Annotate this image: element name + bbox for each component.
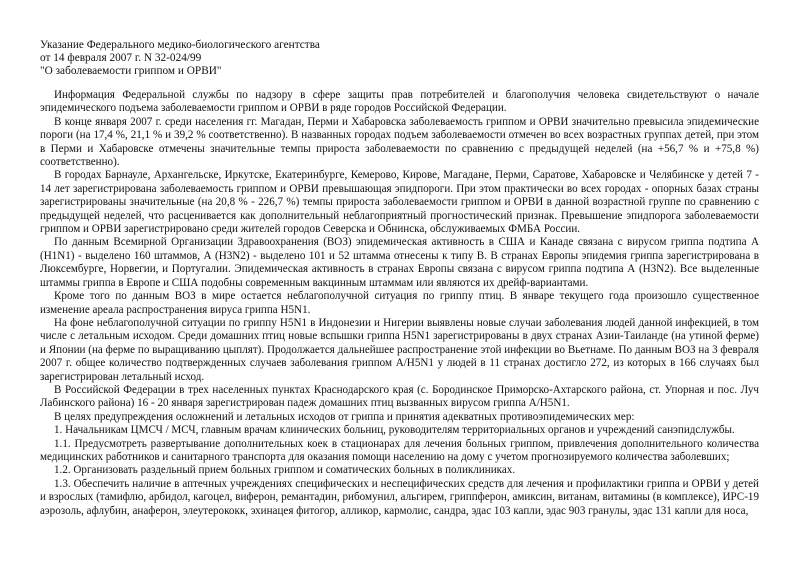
paragraph-russia-poultry: В Российской Федерации в трех населенных пунктах Краснодарского края (с. Бородинское Приморско-Ахтарского района, ст. Упорная и пос. Луч Лабинского района) 16 - 20 января зарегистрирован падеж домашних птиц вызванных вирусом гриппа A/H5N1.	[40, 383, 759, 410]
paragraph-bird-flu: Кроме того по данным ВОЗ в мире остается неблагополучной ситуация по гриппу птиц. В январе текущего года произошло существенное изменение ареала распространения вируса гриппа H5N1.	[40, 290, 759, 316]
paragraph-h5n1-cases: На фоне неблагополучной ситуации по гриппу H5N1 в Индонезии и Нигерии выявлены новые случаи заболевания людей данной инфекцией, в том числе с летальным исходом. Среди домашних птиц новые вспышки гриппа H5N1 зарегистрированы в двух странах Азии-Таиланде (на утиной ферме) и Японии (на ферме по выращиванию цыплят). Продолжается дальнейшее распространение этой инфекции во Вьетнаме. По данным ВОЗ на 3 февраля 2007 г. общее количество подтвержденных случаев заболевания гриппом A/H5N1 у людей в 11 странах достигло 272, из которых в 166 случаях был зарегистрирован летальный исход.	[40, 316, 759, 383]
paragraph-item-1-3: 1.3. Обеспечить наличие в аптечных учреждениях специфических и неспецифических средств для лечения и профилактики гриппа и ОРВИ у детей и взрослых (тамифлю, арбидол, кагоцел, виферон, ремантадин, рибомунил, альгирем, гриппферон, амиксин, витанам, витамины (в комплексе), ИРС-19 аэрозоль, афлубин, анаферон, элеутерококк, эхинацея фитогор, алликор, кармолис, сандра, эдас 103 капли, эдас 903 гранулы, эдас 131 капли для носа,	[40, 477, 759, 517]
paragraph-january-cities: В конце января 2007 г. среди населения гг. Магадан, Перми и Хабаровска заболеваемость гриппом и ОРВИ значительно превысила эпидемические пороги (на 17,4 %, 21,1 % и 39,2 % соответственно). В названных городах подъем заболеваемости отмечен во всех возрастных группах детей, при этом в Перми и Хабаровске отмечены значительные темпы прироста заболеваемости по сравнению с предыдущей неделей (на +56,7 % и +75,8 %) соответственно).	[40, 115, 759, 169]
paragraph-who-data: По данным Всемирной Организации Здравоохранения (ВОЗ) эпидемическая активность в США и Канаде связана с вирусом гриппа подтипа А (H1N1) - выделено 160 штаммов, А (H3N2) - выделено 101 и 52 штамма отнесены к типу В. В странах Европы эпидемия гриппа зарегистрирована в Люксембурге, Норвегии, и Португалии. Эпидемическая активность в странах Европы связана с вирусом гриппа подтипа А (H3N2). Все выделенные штаммы гриппа в Европе и США подобны современным вакцинным штаммам или являются их дрейф-вариантами.	[40, 236, 759, 289]
paragraph-measures-intro: В целях предупреждения осложнений и летальных исходов от гриппа и принятия адекватных противоэпидемических мер:	[54, 410, 635, 423]
paragraph-item-1-2: 1.2. Организовать раздельный прием больных гриппом и соматических больных в поликлиниках.	[54, 464, 516, 477]
paragraph-city-list: В городах Барнауле, Архангельске, Иркутске, Екатеринбурге, Кемерово, Кирове, Магадане, Перми, Саратове, Хабаровске и Челябинске у детей 7 - 14 лет зарегистрирована заболеваемость гриппом и ОРВИ превышающая эпидпороги. При этом практически во всех городах - опорных базах страны зарегистрированы значительные (на 20,8 % - 226,7 %) темпы прироста заболеваемости гриппом и ОРВИ в данной возрастной группе по сравнению с предыдущей неделей, что расценивается как дополнительный неблагоприятный прогностический признак. Превышение эпидпорога заболеваемости гриппом и ОРВИ зарегистрировано среди жителей городов Северска и Обнинска, обслуживаемых ФМБА России.	[40, 169, 759, 236]
document-header	[40, 39, 759, 78]
date-number-line: от 14 февраля 2007 г. N 32-024/99	[40, 52, 202, 64]
issuer-line: Указание Федерального медико-биологического агентства	[40, 39, 320, 51]
paragraph-item-1-1: 1.1. Предусмотреть развертывание дополнительных коек в стационарах для лечения больных гриппом, привлечения дополнительного количества медицинских работников и санитарного транспорта для оказания помощи населению на дому с учетом прогнозируемого количества заболевших;	[40, 437, 759, 463]
document-title: "О заболеваемости гриппом и ОРВИ"	[40, 65, 222, 77]
paragraph-intro: Информация Федеральной службы по надзору в сфере защиты прав потребителей и благополучия человека свидетельствуют о начале эпидемического подъема заболеваемости гриппом и ОРВИ в ряде городов Российской Федерации.	[40, 89, 759, 115]
paragraph-item-1: 1. Начальникам ЦМСЧ / МСЧ, главным врачам клинических больниц, руководителям территориальных органов и учреждений санэпидслужбы.	[54, 424, 735, 437]
document-body	[40, 89, 759, 518]
